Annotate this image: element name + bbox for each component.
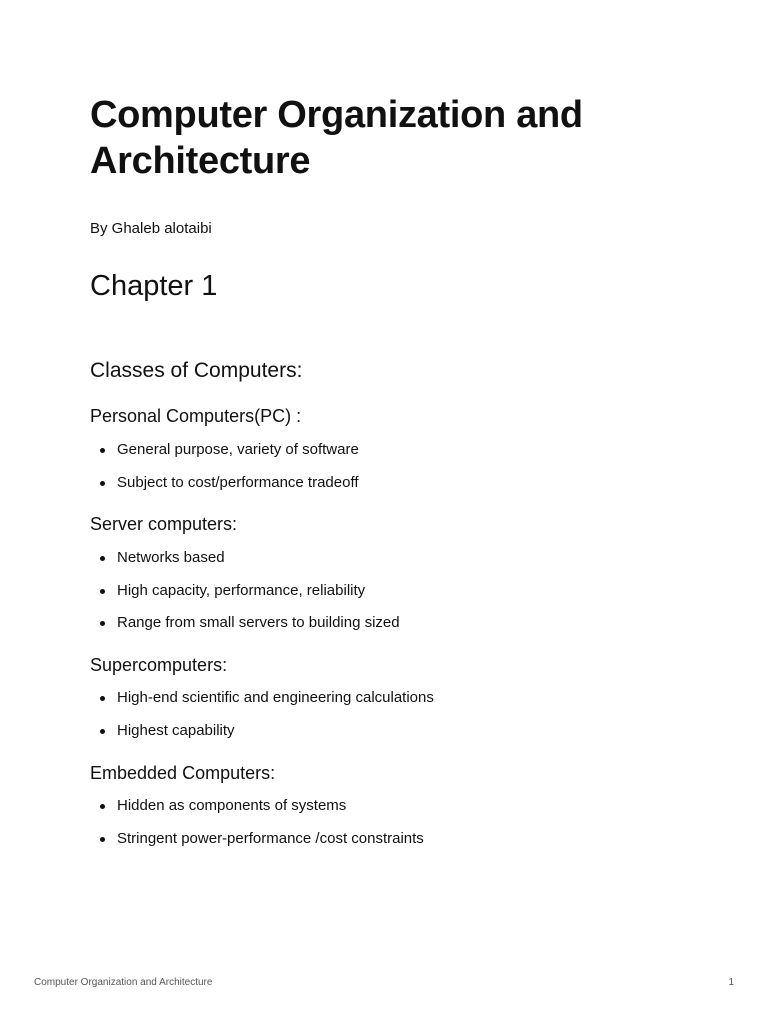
list-item-text: General purpose, variety of software <box>117 441 359 458</box>
bullet-icon <box>100 589 105 594</box>
list-supercomputers <box>90 688 434 753</box>
footer-page-number: 1 <box>728 977 734 988</box>
list-item-text: Range from small servers to building sized <box>117 614 400 632</box>
list-item-text: Networks based <box>117 549 225 566</box>
list-item <box>90 721 434 741</box>
list-item-text: High-end scientific and engineering calculations <box>117 689 434 706</box>
list-item <box>90 829 424 849</box>
list-embedded-computers <box>90 796 424 861</box>
list-item <box>90 548 400 568</box>
bullet-icon <box>100 556 105 561</box>
bullet-icon <box>100 696 105 701</box>
subheading-embedded-computers: Embedded Computers: <box>90 763 276 783</box>
author-line: By Ghaleb alotaibi <box>90 220 212 237</box>
list-item-text: Hidden as components of systems <box>117 797 347 814</box>
bullet-icon <box>100 837 105 842</box>
list-item <box>90 796 424 816</box>
list-item <box>90 440 359 460</box>
footer-document-title: Computer Organization and Architecture <box>34 977 213 988</box>
list-personal-computers <box>90 440 359 505</box>
list-item-text: High capacity, performance, reliability <box>117 581 366 599</box>
list-item <box>90 581 400 601</box>
bullet-icon <box>100 729 105 734</box>
bullet-icon <box>100 804 105 809</box>
list-item-text: Subject to cost/performance tradeoff <box>117 473 359 491</box>
bullet-icon <box>100 448 105 453</box>
list-item-text: Stringent power-performance /cost constraints <box>117 829 424 847</box>
subheading-supercomputers: Supercomputers: <box>90 655 228 675</box>
subheading-server-computers: Server computers: <box>90 514 238 534</box>
section-heading: Classes of Computers: <box>90 359 303 382</box>
list-item <box>90 473 359 493</box>
list-server-computers <box>90 548 400 646</box>
list-item-text: Highest capability <box>117 721 235 739</box>
chapter-heading: Chapter 1 <box>90 270 218 302</box>
bullet-icon <box>100 481 105 486</box>
bullet-icon <box>100 621 105 626</box>
list-item <box>90 613 400 633</box>
document-title: Computer Organization and Architecture <box>90 94 583 182</box>
list-item <box>90 688 434 708</box>
subheading-personal-computers: Personal Computers(PC) : <box>90 406 302 426</box>
